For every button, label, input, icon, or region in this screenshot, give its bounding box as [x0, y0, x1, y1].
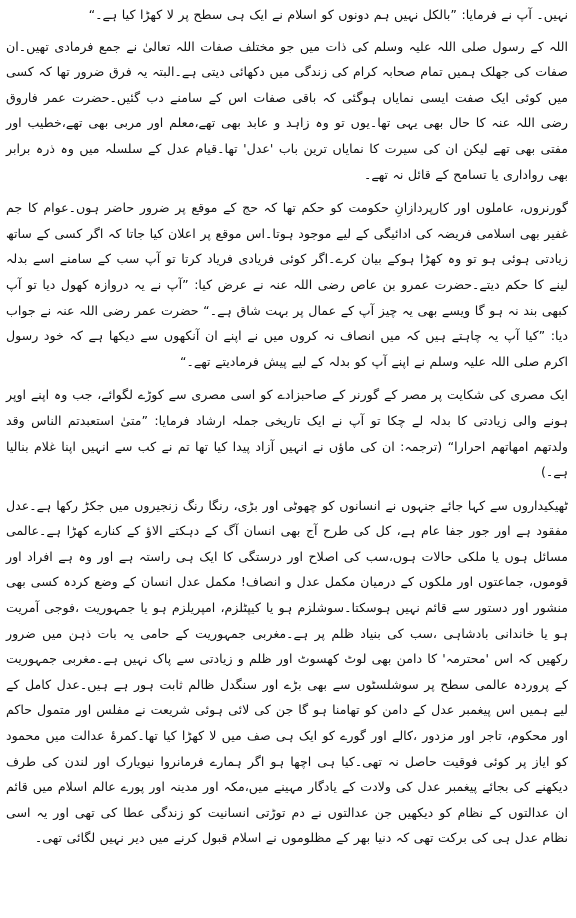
complete-justice-paragraph: ٹھیکیداروں سے کہا جائے جنہوں نے انسانوں کو چھوٹی اور بڑی، رنگا رنگ زنجیروں میں جکڑ رکھا ہے۔عدل مفقود ہے اور جور جفا عام ہے، کل کی طرح آج بھی انسان آگ کے دہکتے الاؤ کے کنارے کھڑا ہے۔عالمی مسائل ہوں یا ملکی حالات ہوں،سب کی اصلاح اور درستگی کا ایک ہی راستہ ہے اور وہ ہے افراد اور قوموں، جماعتوں اور ملکوں کے درمیان مکمل عدل و انصاف! مکمل عدل انسان کے وضع کردہ کسی بھی منشور اور دستور سے قائم نہیں ہوسکتا۔سوشلزم ہو یا کیپٹلزم، امپریلزم ہو یا جمہوریت ،فوجی آمریت ہو یا خاندانی بادشاہی ،سب کی بنیاد ظلم پر ہے۔مغربی جمہوریت کے حامی یہ بات ذہن میں ضرور رکھیں کہ اس 'محترمہ' کا دامن بھی لوٹ کھسوٹ اور ظلم و زیادتی سے پاک نہیں ہے۔مغربی جمہوریت کے پروردہ عالمی سطح پر سوشلسٹوں سے بھی بڑے اور سنگدل ظالم ثابت ہور ہے ہیں۔عدل کامل کے لیے ہمیں اس پیغمبر عدل کے دامن کو تھامنا ہو گا جن کی لائی ہوئی شریعت نے مفلس اور متمول حاکم اور محکوم، تاجر اور مزدور ،کالے اور گورے کو ایک ہی صف میں لا کھڑا کیا تھا۔کمرۂ عدالت میں محمود کو ایاز پر کوئی فوقیت حاصل نہ تھی۔کیا ہی اچھا ہو اگر ہمارے فرمانروا نیویارک اور لندن کی طرف دیکھنے کی بجائے پیغمبر عدل کی ولادت کے یادگار مہینے میں،مکہ اور مدینہ اور پورے عالم اسلام میں قائم ان عدالتوں کے نظام کو دیکھیں جن عدالتوں نے دم توڑتی انسانیت کو زندگی عطا کی تھی اور یہ اسی نظام عدل ہی کی برکت تھی کہ دنیا بھر کے مظلوموں نے اسلام قبول کرنے میں دیر نہیں لگائی تھی۔	[6, 497, 568, 846]
umar-justice-paragraph: اللہ کے رسول صلی اللہ علیہ وسلم کی ذات میں جو مختلف صفات اللہ تعالیٰ نے جمع فرمادی تھیں۔ان صفات کی جھلک ہمیں تمام صحابہ کرام کی زندگی میں دکھائی دیتی ہے۔البتہ یہ فرق ضرور تھا کہ کسی میں کوئی ایک صفت ایسی نمایاں ہوگئی کہ باقی صفات اس کے سامنے دب گئیں۔حضرت عمر فاروق رضی اللہ عنہ کا حال بھی یہی تھا۔یوں تو وہ زاہد و عابد بھی تھے،معلم اور مربی بھی تھے،خطیب اور مفتی بھی تھے لیکن ان کی سیرت کا نمایاں ترین باب 'عدل' تھا۔قیام عدل کے سلسلہ میں وہ ذرہ برابر بھی رواداری یا تسامح کے قائل نہ تھے۔	[6, 38, 568, 182]
egyptian-complaint-paragraph: ایک مصری کی شکایت پر مصر کے گورنر کے صاحبزادے کو اسی مصری سے کوڑے لگوائے، جب وہ اپنے اوپر ہونے والی زیادتی کا بدلہ لے چکا تو آپ نے ایک تاریخی جملہ ارشاد فرمایا: ”متیٰ استعبدتم الناس وقد ولدتهم امهاتهم احرارا“ (ترجمہ: ان کی ماؤں نے انہیں آزاد پیدا کیا تھا تم نے کب سے انہیں اپنا غلام بنالیا ہے۔)	[6, 387, 568, 480]
hajj-governors-paragraph: گورنروں، عاملوں اور کارپردازانِ حکومت کو حکم تھا کہ حج کے موقع پر ضرور حاضر ہوں۔عوام کا جم غفیر بھی اسلامی فریضہ کی ادائیگی کے لیے موجود ہوتا۔اس موقع پر اعلان کیا جاتا کہ اگر کسی کے ساتھ زیادتی ہوئی ہو تو وہ کھڑا ہوکے بیان کرے۔اگر کوئی فریادی فریاد کرتا تو آپ سب کے سامنے اسے بدلہ لینے کا حکم دیتے۔حضرت عمرو بن عاص رضی اللہ عنہ نے عرض کیا: ”آپ نے یہ دروازہ کھول دیا تو آپ کبھی بند نہ ہو گا ویسے بھی یہ چیز آپ کے عمال پر بہت شاق ہے۔“ حضرت عمر رضی اللہ عنہ نے جواب دیا: ”کیا آپ یہ چاہتے ہیں کہ میں انصاف نہ کروں میں نے اپنے ان آنکھوں سے دیکھا ہے کہ خود رسول اکرم صلی اللہ علیہ وسلم نے اپنے آپ کو بدلہ کے لیے پیش فرمادیتے تھے۔“	[6, 200, 568, 369]
quote-paragraph: نہیں۔ آپ نے فرمایا: ”بالکل نہیں ہم دونوں کو اسلام نے ایک ہی سطح پر لا کھڑا کیا ہے۔“	[88, 7, 568, 22]
